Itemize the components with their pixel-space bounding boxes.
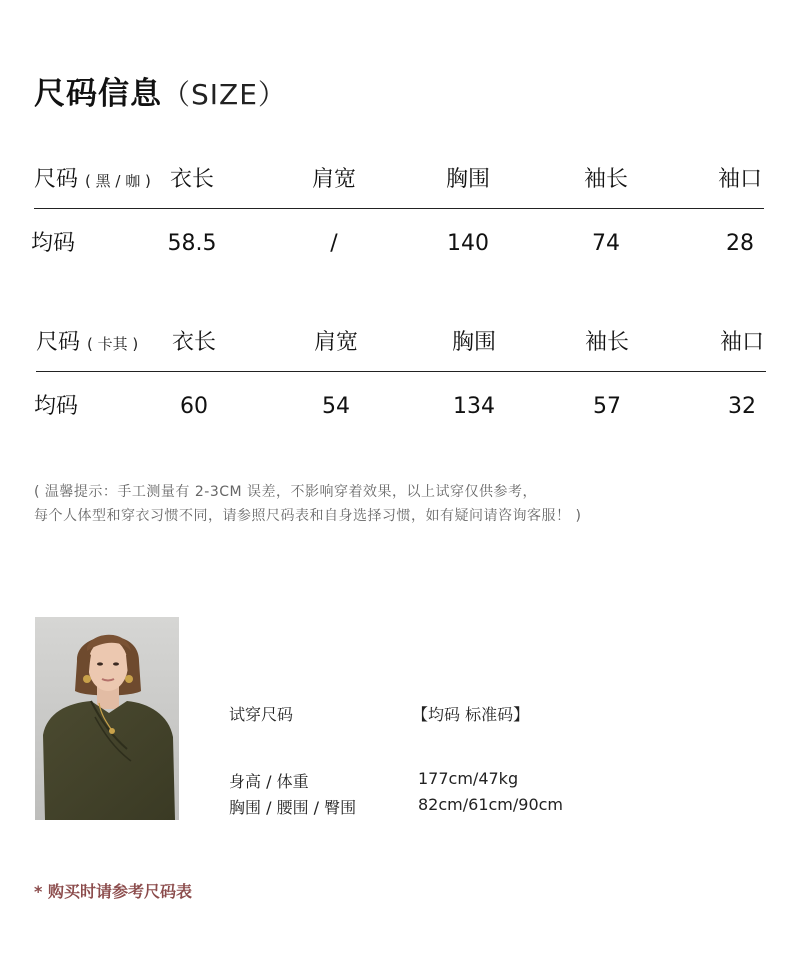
value-length: 58.5 [167, 231, 217, 256]
value-chest: 140 [447, 231, 489, 256]
value-cuff: 28 [726, 231, 754, 256]
model-illustration [35, 617, 179, 820]
header-length: 衣长 [171, 330, 217, 355]
notice-line-1: ( 温馨提示：手工测量有 2-3CM 误差，不影响穿着效果，以上试穿仅供参考， [34, 484, 538, 500]
height-weight-value: 177cm/47kg [418, 769, 519, 788]
value-shoulder: / [330, 231, 338, 256]
size-cell: 均码 [34, 394, 79, 419]
header-shoulder: 肩宽 [311, 167, 357, 192]
measurements-value: 82cm/61cm/90cm [418, 795, 564, 814]
header-length: 衣长 [169, 167, 215, 192]
purchase-reminder: * 购买时请参考尺码表 [34, 882, 192, 901]
notice-line-2: 每个人体型和穿衣习惯不同，请参照尺码表和自身选择习惯，如有疑问请咨询客服！ ) [34, 508, 582, 524]
header-sleeve-length: 袖长 [584, 330, 630, 355]
size-label: 尺码 [36, 330, 81, 355]
size-label: 尺码 [34, 167, 79, 192]
measurement-notice [34, 480, 581, 528]
value-cuff: 32 [728, 394, 756, 419]
header-shoulder: 肩宽 [313, 330, 359, 355]
table-divider [36, 371, 766, 372]
size-column-header [34, 160, 151, 200]
value-chest: 134 [453, 394, 495, 419]
size-cell: 均码 [31, 231, 76, 256]
size-column-header [36, 323, 138, 363]
height-weight-label: 身高 / 体重 [229, 772, 309, 791]
measurements-label: 胸围 / 腰围 / 臀围 [229, 798, 357, 817]
trial-size-value: 【均码 标准码】 [412, 705, 530, 724]
table-row [34, 387, 766, 427]
page-title-paren: （SIZE） [162, 78, 287, 111]
variant-note: ( 卡其 ) [87, 335, 139, 353]
page-title [34, 68, 287, 113]
table-header-row [34, 323, 766, 363]
table-divider [34, 208, 764, 209]
header-cuff: 袖口 [717, 167, 763, 192]
value-sleeve-length: 74 [592, 231, 620, 256]
header-sleeve-length: 袖长 [583, 167, 629, 192]
header-cuff: 袖口 [719, 330, 765, 355]
page-title-main: 尺码信息 [34, 76, 162, 112]
table-header-row [34, 160, 766, 200]
model-photo [35, 617, 179, 820]
trial-size-label: 试穿尺码 [229, 705, 294, 724]
table-row [31, 224, 766, 264]
value-length: 60 [180, 394, 208, 419]
value-sleeve-length: 57 [593, 394, 621, 419]
value-shoulder: 54 [322, 394, 350, 419]
variant-note: ( 黑 / 咖 ) [85, 172, 151, 190]
header-chest: 胸围 [445, 167, 491, 192]
header-chest: 胸围 [451, 330, 497, 355]
